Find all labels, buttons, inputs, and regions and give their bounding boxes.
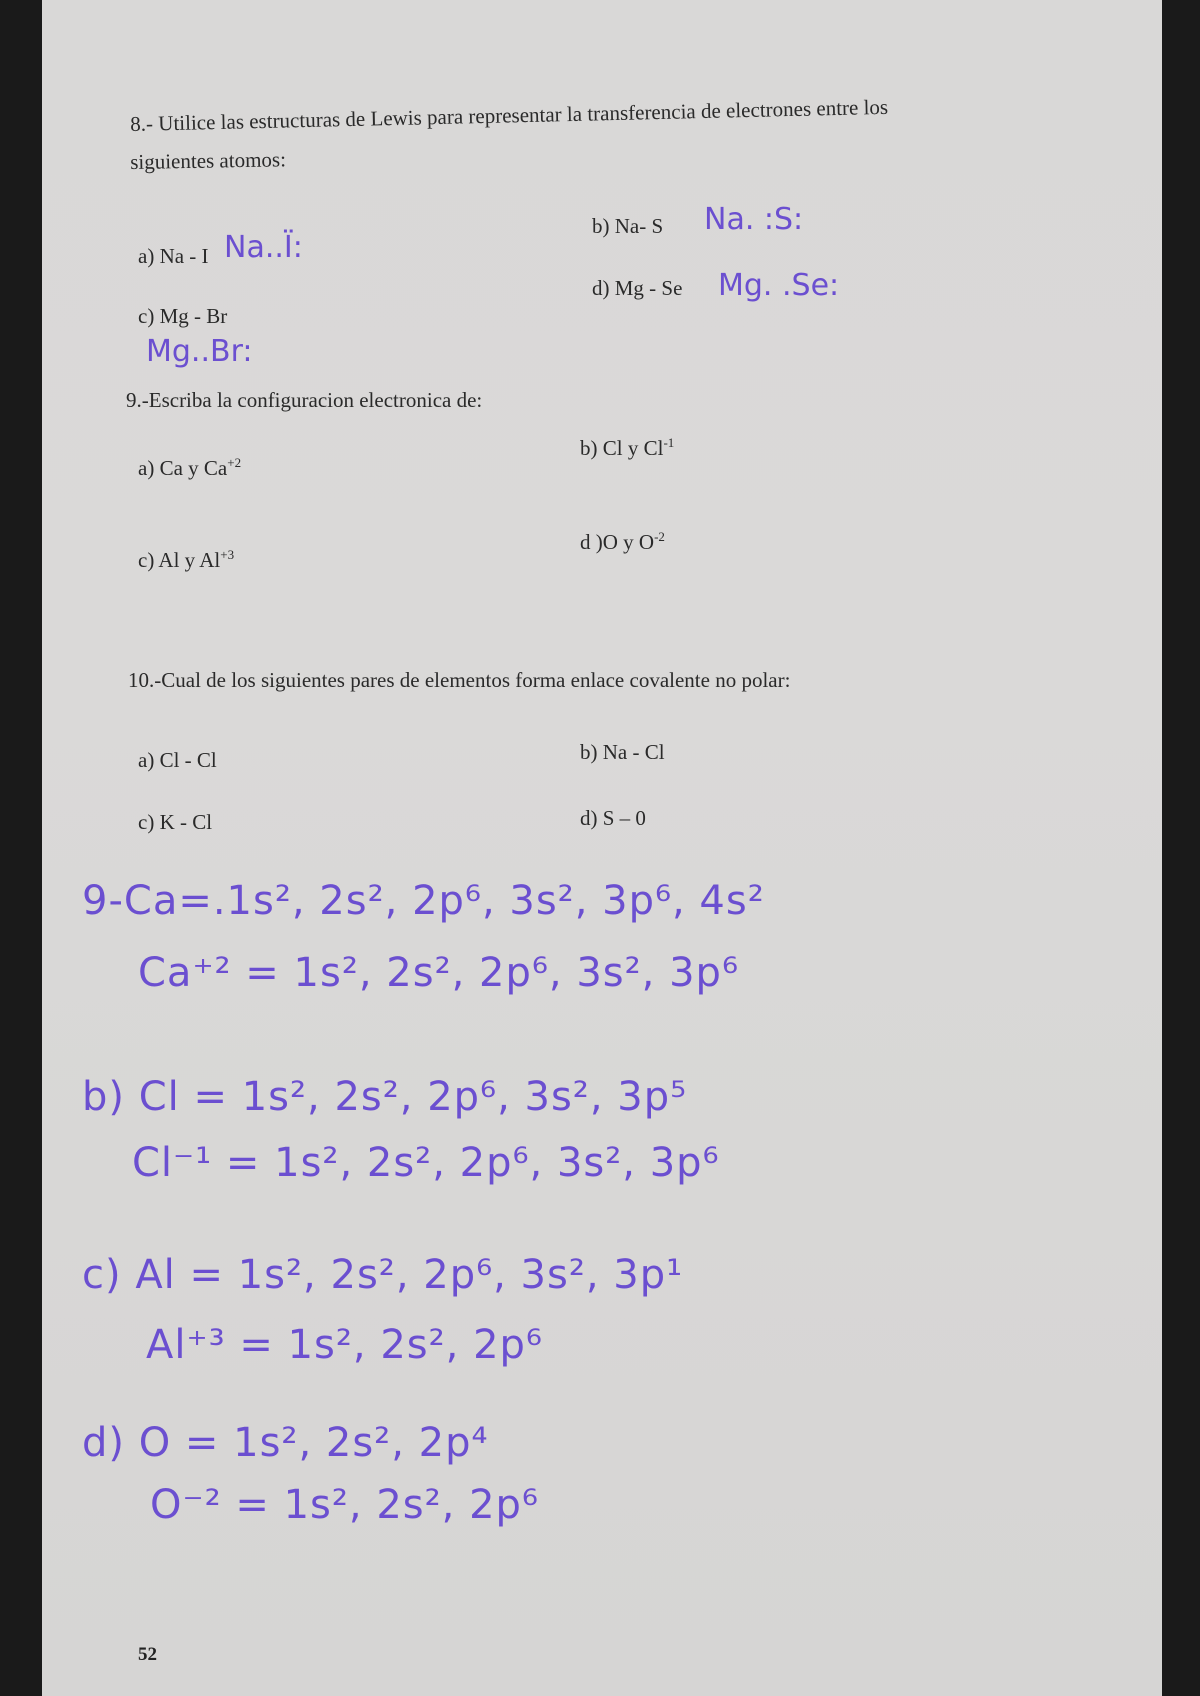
q8-answer-d: Mg. .Se: bbox=[718, 268, 840, 303]
q9-option-a-text: a) Ca y Ca bbox=[138, 456, 228, 480]
q8-title-line1: 8.- Utilice las estructuras de Lewis para representar la transferencia de electrones entre los bbox=[130, 94, 889, 136]
hand-answer-ca: 9-Ca=.1s², 2s², 2p⁶, 3s², 3p⁶, 4s² bbox=[82, 878, 765, 924]
q9-option-c-text: c) Al y Al bbox=[138, 548, 221, 572]
hand-answer-cl-ion: Cl⁻¹ = 1s², 2s², 2p⁶, 3s², 3p⁶ bbox=[132, 1140, 720, 1186]
q8-option-c: c) Mg - Br bbox=[138, 304, 228, 328]
q10-option-b: b) Na - Cl bbox=[580, 740, 665, 764]
q9-option-b-charge: -1 bbox=[663, 435, 675, 450]
q9-title: 9.-Escriba la configuracion electronica de: bbox=[126, 388, 483, 412]
q9-option-c bbox=[138, 548, 234, 573]
q9-option-d bbox=[580, 530, 665, 555]
page-number: 52 bbox=[138, 1644, 157, 1665]
q8-answer-a: Na..Ï: bbox=[224, 230, 303, 265]
hand-answer-o-ion: O⁻² = 1s², 2s², 2p⁶ bbox=[150, 1482, 539, 1528]
hand-answer-ca-ion: Ca⁺² = 1s², 2s², 2p⁶, 3s², 3p⁶ bbox=[138, 950, 739, 996]
worksheet-page bbox=[42, 0, 1162, 1696]
hand-answer-al: c) Al = 1s², 2s², 2p⁶, 3s², 3p¹ bbox=[82, 1252, 684, 1298]
q9-option-b-text: b) Cl y Cl bbox=[580, 436, 664, 460]
q9-option-d-charge: -2 bbox=[654, 529, 665, 544]
q9-option-a-charge: +2 bbox=[227, 455, 242, 470]
q8-title-line2: siguientes atomos: bbox=[130, 147, 287, 174]
q9-option-a bbox=[138, 456, 241, 481]
q9-option-d-text: d )O y O bbox=[580, 530, 655, 554]
q8-option-a: a) Na - I bbox=[138, 244, 209, 268]
q10-option-d: d) S – 0 bbox=[580, 806, 646, 830]
q9-option-c-charge: +3 bbox=[220, 547, 235, 562]
q9-option-b bbox=[580, 436, 674, 461]
q10-option-a: a) Cl - Cl bbox=[138, 748, 217, 772]
q8-answer-c: Mg..Br: bbox=[146, 334, 253, 369]
q8-option-d: d) Mg - Se bbox=[592, 276, 683, 300]
q10-title: 10.-Cual de los siguientes pares de elementos forma enlace covalente no polar: bbox=[128, 668, 791, 692]
q8-option-b: b) Na- S bbox=[592, 214, 664, 238]
hand-answer-cl: b) Cl = 1s², 2s², 2p⁶, 3s², 3p⁵ bbox=[82, 1074, 688, 1120]
hand-answer-o: d) O = 1s², 2s², 2p⁴ bbox=[82, 1420, 489, 1466]
q10-option-c: c) K - Cl bbox=[138, 810, 213, 834]
hand-answer-al-ion: Al⁺³ = 1s², 2s², 2p⁶ bbox=[146, 1322, 543, 1368]
q8-answer-b: Na. :S: bbox=[704, 202, 804, 237]
